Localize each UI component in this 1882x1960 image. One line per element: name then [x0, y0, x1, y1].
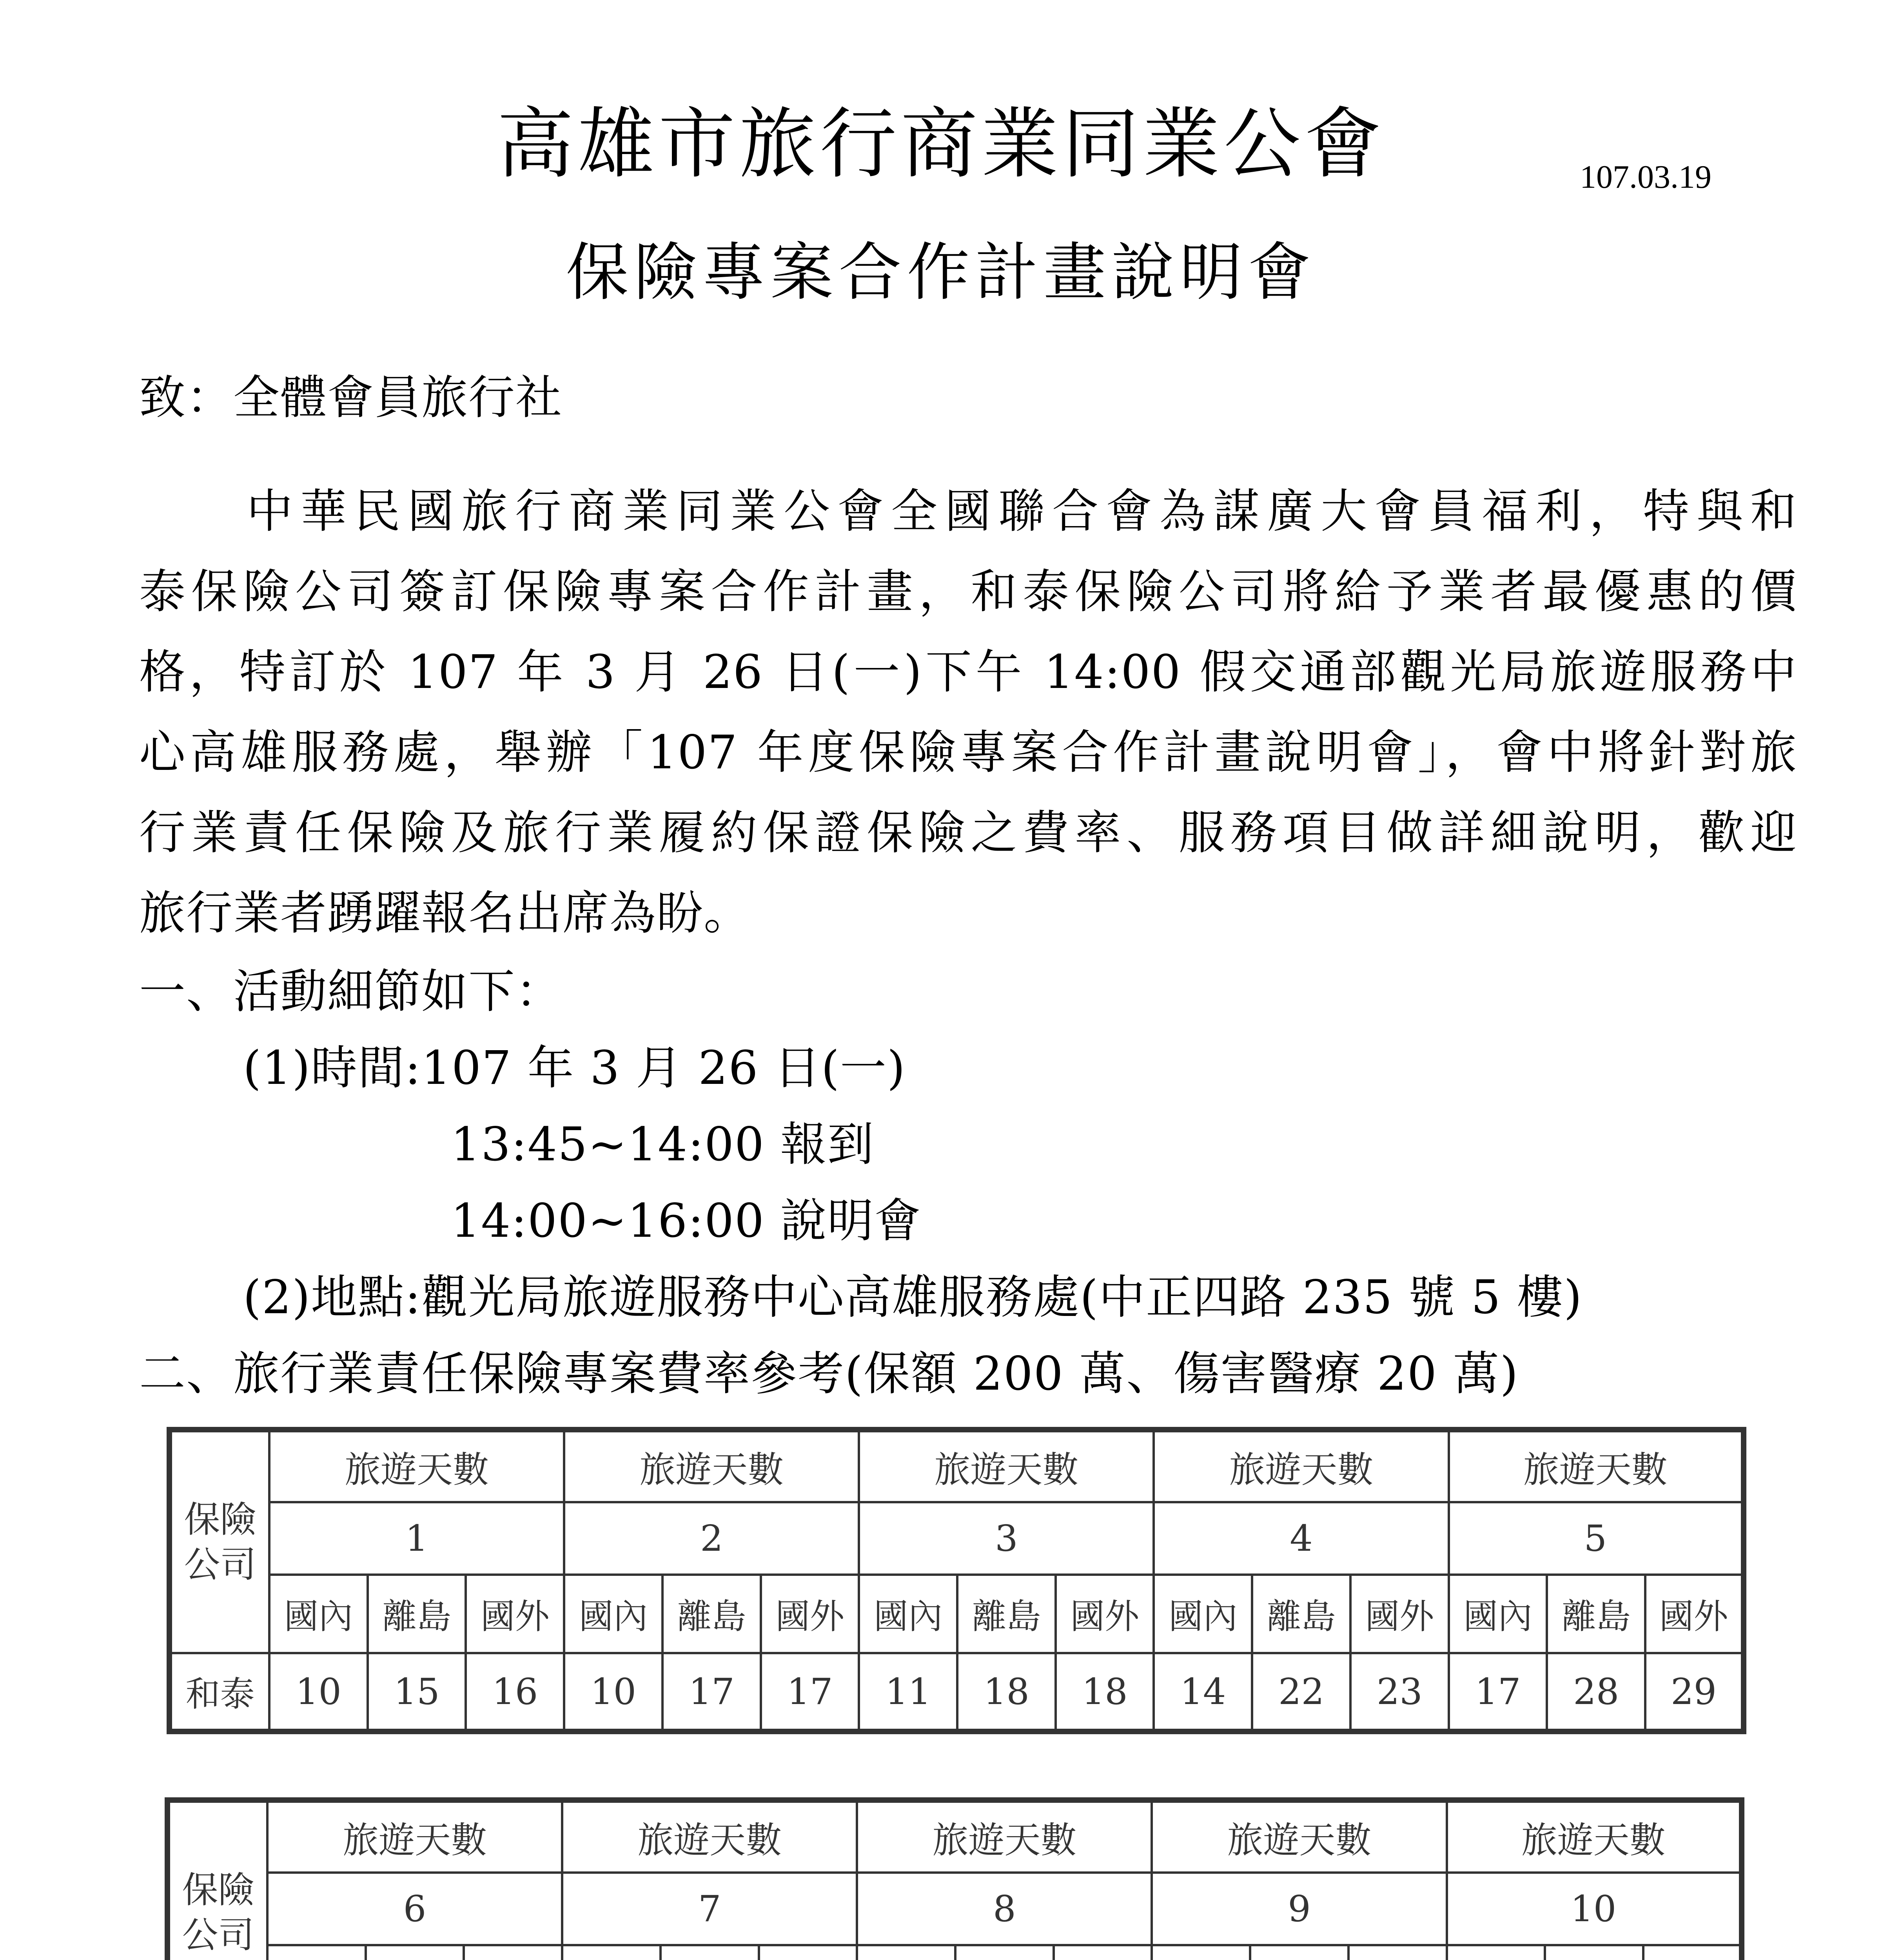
rate-cell: 10 [564, 1653, 662, 1731]
section1-heading: 一、活動細節如下： [139, 964, 563, 1018]
document-date: 107.03.19 [1580, 159, 1711, 195]
sub-header-domestic [1152, 1945, 1250, 1960]
event-session: 14:00~16:00 說明會 [451, 1194, 922, 1248]
sub-header-overseas [1643, 1945, 1742, 1960]
group-header: 旅遊天數 [1449, 1430, 1744, 1502]
group-header: 旅遊天數 [1154, 1430, 1448, 1502]
sub-header-island: 離島 [1252, 1575, 1350, 1653]
intro-line-6: 旅行業者踴躍報名出席為盼。 [139, 886, 751, 940]
rate-cell: 17 [662, 1653, 761, 1731]
event-place: (2)地點:觀光局旅遊服務中心高雄服務處(中正四路 235 號 5 樓) [243, 1270, 1583, 1324]
sub-header-island [1250, 1945, 1348, 1960]
days-cell: 3 [859, 1502, 1154, 1575]
rate-table-days-1-5 [167, 1427, 1746, 1734]
sub-header-island [661, 1945, 759, 1960]
rate-cell: 29 [1645, 1653, 1744, 1731]
intro-line-5: 行業責任保險及旅行業履約保證保險之費率、服務項目做詳細說明，歡迎 [139, 806, 1797, 860]
rate-table-days-6-10 [165, 1797, 1744, 1960]
rate-cell: 11 [859, 1653, 957, 1731]
page-title: 高雄市旅行商業同業公會 [497, 100, 1385, 189]
group-header: 旅遊天數 [1152, 1800, 1446, 1873]
days-cell: 6 [267, 1873, 562, 1945]
sub-header-overseas [759, 1945, 857, 1960]
event-time: (1)時間:107 年 3 月 26 日(一) [243, 1041, 906, 1095]
days-cell: 7 [562, 1873, 857, 1945]
sub-header-overseas: 國外 [1056, 1575, 1154, 1653]
sub-header-overseas: 國外 [1645, 1575, 1744, 1653]
page-subtitle: 保險專案合作計畫說明會 [566, 236, 1316, 309]
group-header: 旅遊天數 [1447, 1800, 1742, 1873]
sub-header-overseas [1054, 1945, 1152, 1960]
section2-heading: 二、旅行業責任保險專案費率參考(保額 200 萬、傷害醫療 20 萬) [139, 1347, 1519, 1401]
rate-cell: 18 [1056, 1653, 1154, 1731]
sub-header-overseas: 國外 [1350, 1575, 1449, 1653]
group-header: 旅遊天數 [564, 1430, 859, 1502]
intro-line-3: 格，特訂於 107 年 3 月 26 日(一)下午 14:00 假交通部觀光局旅遊服務中 [139, 645, 1797, 699]
intro-line-1: 中華民國旅行商業同業公會全國聯合會為謀廣大會員福利，特與和 [139, 484, 1797, 538]
sub-header-island: 離島 [1547, 1575, 1645, 1653]
sub-header-domestic [562, 1945, 661, 1960]
group-header: 旅遊天數 [857, 1800, 1152, 1873]
sub-header-domestic: 國內 [269, 1575, 368, 1653]
sub-header-island [366, 1945, 464, 1960]
days-cell: 8 [857, 1873, 1152, 1945]
rate-cell: 14 [1154, 1653, 1252, 1731]
sub-header-domestic [1447, 1945, 1545, 1960]
rate-cell: 16 [466, 1653, 564, 1731]
sub-header-overseas [1348, 1945, 1447, 1960]
sub-header-overseas: 國外 [466, 1575, 564, 1653]
days-cell: 1 [269, 1502, 564, 1575]
sub-header-domestic [857, 1945, 955, 1960]
days-cell: 5 [1449, 1502, 1744, 1575]
sub-header-island [1545, 1945, 1643, 1960]
sub-header-island: 離島 [957, 1575, 1056, 1653]
group-header: 旅遊天數 [267, 1800, 562, 1873]
sub-header-domestic: 國內 [1449, 1575, 1547, 1653]
days-cell: 4 [1154, 1502, 1448, 1575]
days-cell: 10 [1447, 1873, 1742, 1945]
sub-header-domestic: 國內 [859, 1575, 957, 1653]
rate-cell: 22 [1252, 1653, 1350, 1731]
sub-header-domestic: 國內 [564, 1575, 662, 1653]
sub-header-overseas: 國外 [761, 1575, 859, 1653]
addressee: 致：全體會員旅行社 [139, 370, 563, 425]
sub-header-domestic [267, 1945, 366, 1960]
sub-header-overseas [464, 1945, 562, 1960]
group-header: 旅遊天數 [859, 1430, 1154, 1502]
rate-cell: 10 [269, 1653, 368, 1731]
sub-header-island: 離島 [368, 1575, 466, 1653]
rate-cell: 17 [1449, 1653, 1547, 1731]
days-cell: 9 [1152, 1873, 1446, 1945]
rate-cell: 15 [368, 1653, 466, 1731]
group-header: 旅遊天數 [562, 1800, 857, 1873]
rate-cell: 23 [1350, 1653, 1449, 1731]
sub-header-domestic: 國內 [1154, 1575, 1252, 1653]
intro-line-4: 心高雄服務處，舉辦「107 年度保險專案合作計畫說明會」，會中將針對旅 [139, 725, 1797, 779]
intro-line-2: 泰保險公司簽訂保險專案合作計畫，和泰保險公司將給予業者最優惠的價 [139, 564, 1797, 619]
sub-header-island [955, 1945, 1054, 1960]
insurer-header: 保險 公司 [167, 1800, 267, 1960]
rate-cell: 18 [957, 1653, 1056, 1731]
days-cell: 2 [564, 1502, 859, 1575]
rate-cell: 17 [761, 1653, 859, 1731]
group-header: 旅遊天數 [269, 1430, 564, 1502]
event-checkin: 13:45~14:00 報到 [451, 1117, 875, 1171]
rate-cell: 28 [1547, 1653, 1645, 1731]
insurer-header: 保險 公司 [169, 1430, 269, 1653]
company-cell: 和泰 [169, 1653, 269, 1731]
sub-header-island: 離島 [662, 1575, 761, 1653]
